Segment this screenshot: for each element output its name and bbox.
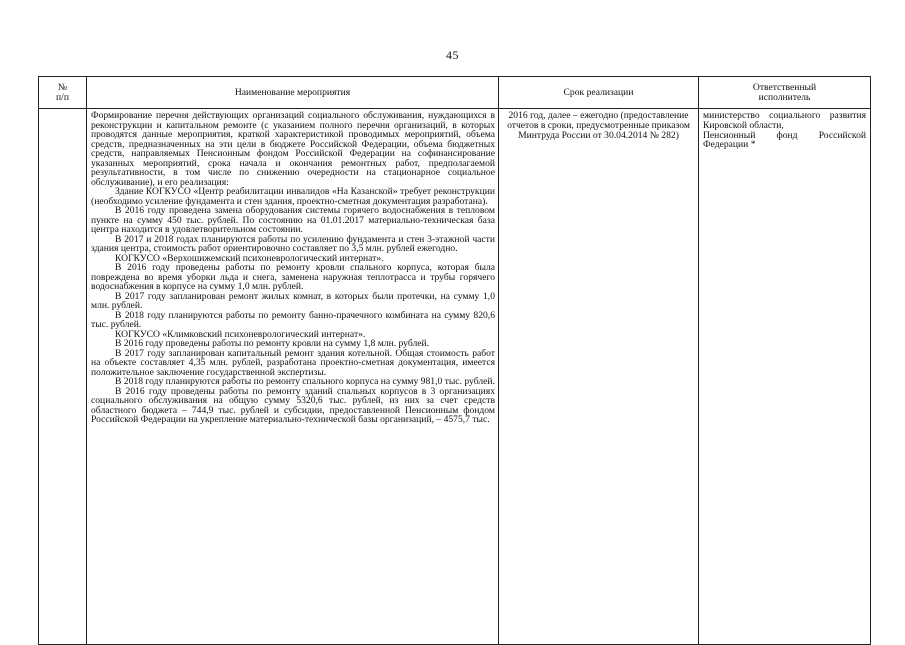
event-paragraph: В 2017 году запланирован ремонт жилых комнат, в которых были протечки, на сумму 1,0 млн. рублей. [91, 290, 495, 311]
cell-term [499, 109, 699, 645]
event-paragraph: В 2016 году проведены работы по ремонту кровли спального корпуса, которая была повреждена во время уборки льда и снега, заменена наружная теплотрасса и трубы горячего водоснабжения в корпусе на сумму 1,0 млн. рублей. [91, 262, 495, 292]
event-paragraph: КОГКУСО «Климковский психоневрологический интернат». [115, 328, 366, 340]
event-paragraph: В 2017 году запланирован капитальный ремонт здания котельной. Общая стоимость работ на объекте составляет 4,35 млн. рублей, разработана проектно-сметная документация, имеется положительное заключение государственной экспертизы. [91, 347, 495, 378]
header-event: Наименование мероприятия [87, 77, 499, 109]
executor-text [699, 109, 870, 150]
header-executor: Ответственный исполнитель [699, 77, 871, 109]
header-term: Срок реализации [499, 77, 699, 109]
table-header-row [39, 77, 871, 109]
table-row [39, 109, 871, 645]
term-text: 2016 год, далее – ежегодно (предоставление отчетов в сроки, предусмотренные приказом Минтруда России от 30.04.2014 № 282) [507, 110, 690, 141]
executor-paragraph: министерство социального развития Кировской области, [703, 110, 866, 131]
event-paragraph: В 2018 году планируются работы по ремонту спального корпуса на сумму 981,0 тыс. рублей. [115, 376, 495, 387]
header-number: № п/п [39, 77, 87, 109]
event-paragraph: В 2016 году проведена замена оборудования системы горячего водоснабжения в тепловом пункте на сумму 450 тыс. рублей. По состоянию на 01.01.2017 материально-техническая база центра находится в удовлетворительном состоянии. [91, 205, 495, 235]
cell-number [39, 109, 87, 645]
cell-event [87, 109, 499, 645]
event-paragraph: В 2016 году проведены работы по ремонту зданий спальных корпусов в 3 организациях социального обслуживания на общую сумму 5320,6 тыс. рублей, из них за счет средств областного бюджета – 744,9 тыс. рублей и субсидии, предоставленной Пенсионным фондом Российской Федерации на укрепление материально-технической базы организаций, – 4575,7 тыс. [91, 385, 495, 425]
page-number: 45 [446, 48, 459, 62]
event-paragraph: Здание КОГКУСО «Центр реабилитации инвалидов «На Казанской» требует реконструкции (необходимо усиление фундамента и стен здания, проектно-сметная документация разработана). [91, 186, 495, 207]
executor-paragraph: Пенсионный фонд Российской Федерации * [703, 129, 866, 151]
event-paragraph: В 2016 году проведены работы по ремонту кровли на сумму 1,8 млн. рублей. [115, 338, 430, 349]
measures-table [38, 76, 871, 645]
event-paragraph: КОГКУСО «Верхошижемский психоневрологический интернат». [115, 252, 384, 264]
event-description [87, 109, 498, 425]
event-paragraph: В 2017 и 2018 годах планируются работы по усилению фундамента и стен 3-этажной части здания центра, стоимость работ ориентировочно составляет по 3,5 млн. рублей ежегодно. [91, 233, 495, 254]
event-paragraph: В 2018 году планируются работы по ремонту банно-прачечного комбината на сумму 820,6 тыс. рублей. [91, 309, 495, 330]
cell-executor [699, 109, 871, 645]
event-paragraph: Формирование перечня действующих организаций социального обслуживания, нуждающихся в реконструкции и капитальном ремонте (с указанием полного перечня организаций, в которых проводятся данные мероприятия, краткой характеристикой проводимых мероприятий, объема средств, предназначенных на эти цели в бюджете Российской Федерации, объема бюджетных средств, направляемых Пенсионным фондом Российской Федерации на софинансирование указанных мероприятий, срока начала и окончания ремонтных работ, предполагаемой результативности, в том числе по снижению очередности на стационарное социальное обслуживание), и его реализация: [91, 110, 495, 188]
